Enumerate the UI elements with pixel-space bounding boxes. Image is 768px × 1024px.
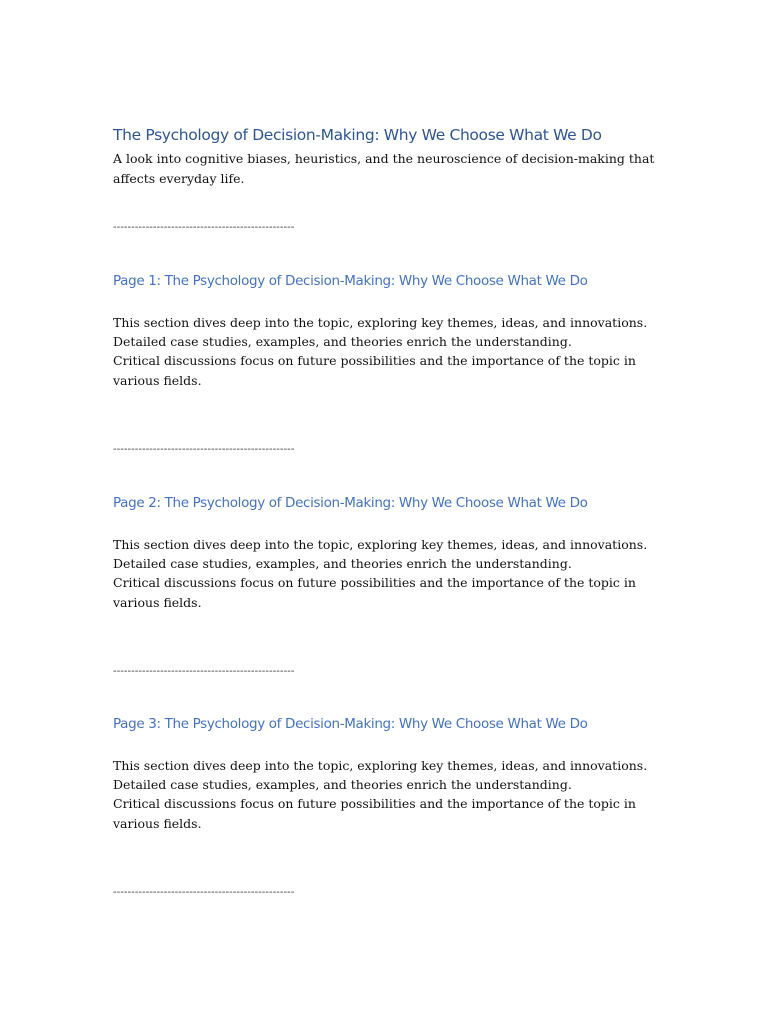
section-body-page-1 [113,313,653,390]
section-body-line: This section dives deep into the topic, exploring key themes, ideas, and innovations. [113,758,648,773]
section-body-line: Critical discussions focus on future possibilities and the importance of the topic in various fields. [113,575,636,610]
document-title: The Psychology of Decision-Making: Why We Choose What We Do [113,126,602,144]
section-body-line: This section dives deep into the topic, exploring key themes, ideas, and innovations. [113,315,648,330]
section-heading-page-2: Page 2: The Psychology of Decision-Making: Why We Choose What We Do [113,495,588,511]
section-body-line: Detailed case studies, examples, and theories enrich the understanding. [113,777,572,793]
section-body-page-3 [113,756,653,833]
section-heading-page-1: Page 1: The Psychology of Decision-Making: Why We Choose What We Do [113,273,588,289]
section-body-page-2 [113,535,653,612]
section-heading-page-3: Page 3: The Psychology of Decision-Making: Why We Choose What We Do [113,716,588,732]
section-body-line: Detailed case studies, examples, and theories enrich the understanding. [113,334,572,350]
section-divider: -------------------------------------------------- [113,887,295,898]
section-body-line: Critical discussions focus on future possibilities and the importance of the topic in various fields. [113,796,636,831]
section-divider: -------------------------------------------------- [113,666,295,677]
section-body-line: Critical discussions focus on future possibilities and the importance of the topic in various fields. [113,353,636,388]
section-divider: -------------------------------------------------- [113,222,295,233]
section-body-line: Detailed case studies, examples, and theories enrich the understanding. [113,556,572,572]
section-divider: -------------------------------------------------- [113,444,295,455]
document-subtitle: A look into cognitive biases, heuristics, and the neuroscience of decision-making that affects everyday life. [113,151,655,186]
section-body-line: This section dives deep into the topic, exploring key themes, ideas, and innovations. [113,537,648,552]
